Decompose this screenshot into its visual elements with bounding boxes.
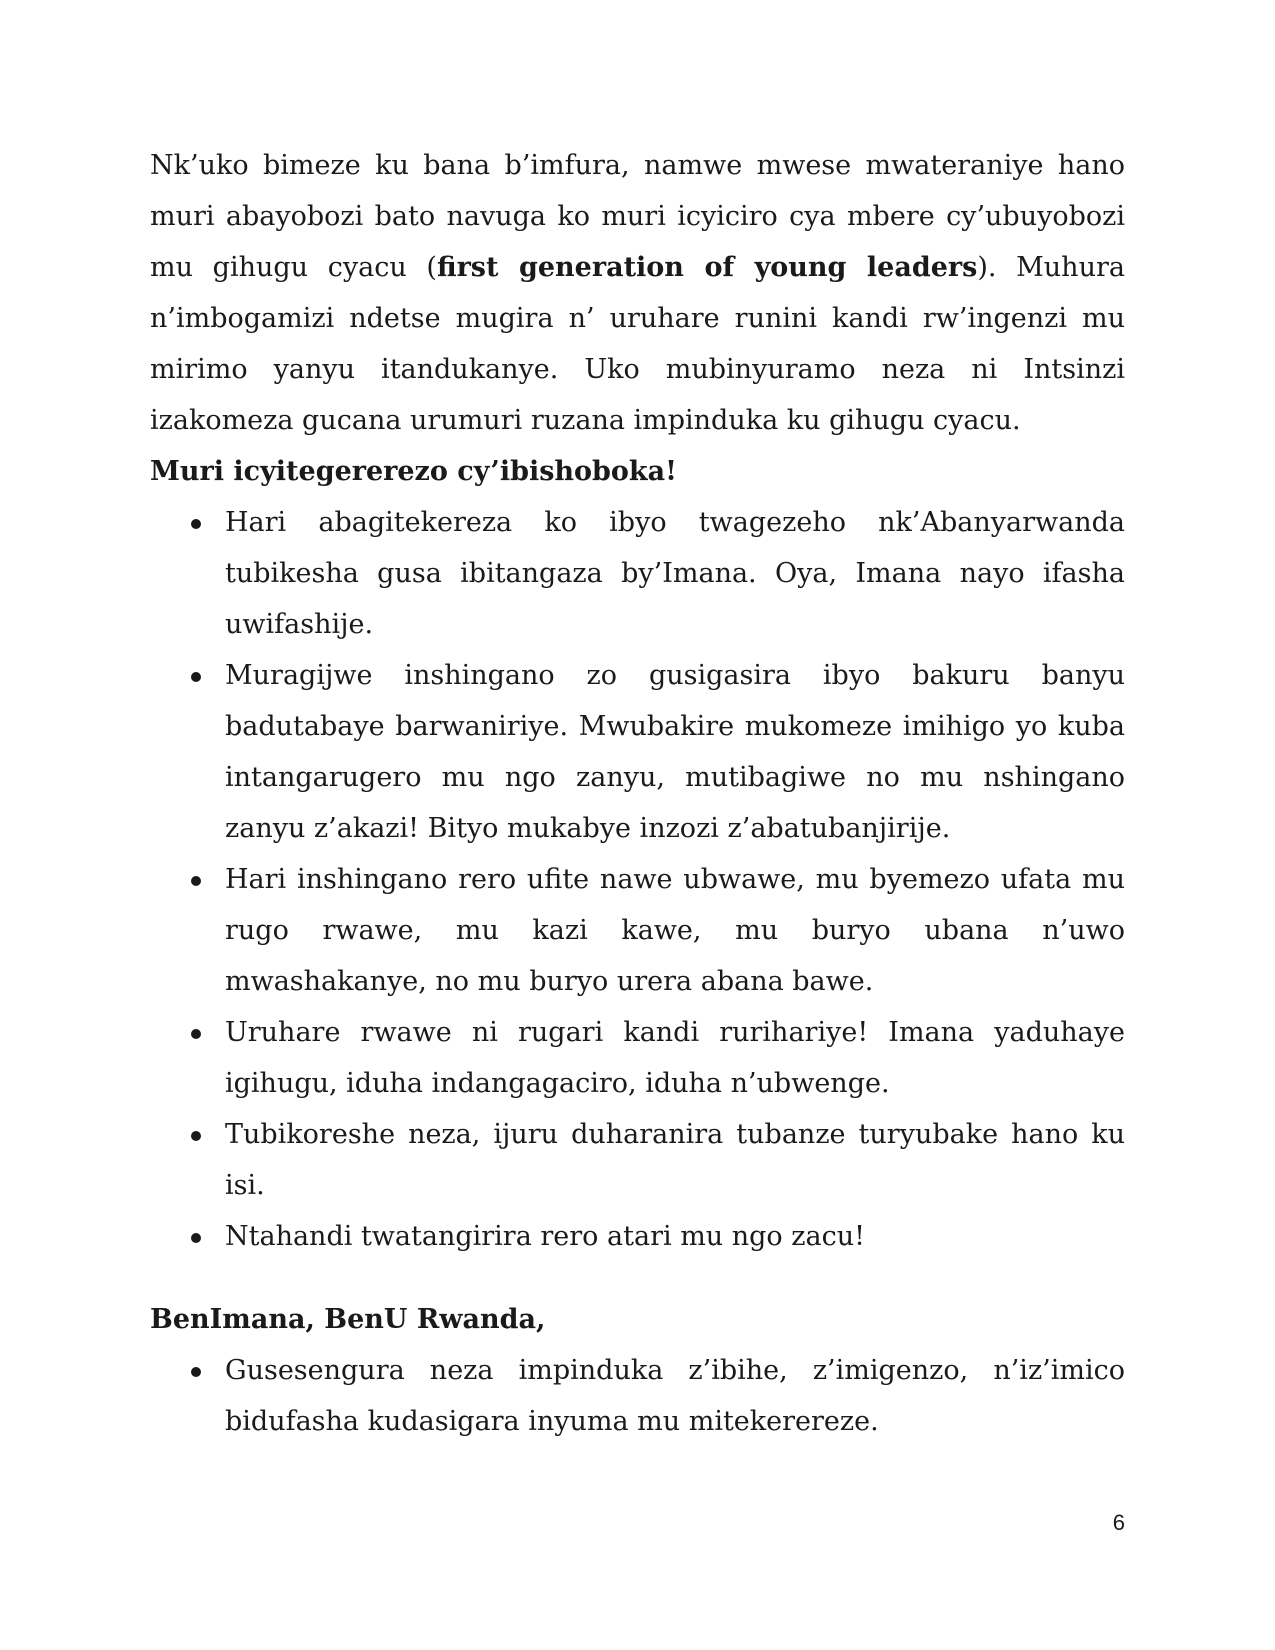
list-item-text: Tubikoreshe neza, ijuru duharanira tubanze turyubake hano ku isi. <box>225 1119 1125 1201</box>
list-item-text: Uruhare rwawe ni rugari kandi rurihariye! Imana yaduhaye igihugu, iduha indangagaciro, iduha n’ubwenge. <box>225 1017 1125 1099</box>
bullet-icon <box>191 1233 201 1243</box>
list-item-text: Ntahandi twatangirira rero atari mu ngo zacu! <box>225 1221 865 1252</box>
list-item <box>150 1007 1125 1109</box>
bullet-list-1 <box>150 497 1125 1262</box>
document-body <box>150 140 1125 1447</box>
list-item <box>150 1345 1125 1447</box>
list-item <box>150 1211 1125 1262</box>
page-number: 6 <box>1112 1510 1125 1535</box>
bullet-icon <box>191 876 201 886</box>
intro-bold-phrase: first generation of young leaders <box>436 252 978 283</box>
list-item <box>150 854 1125 1007</box>
intro-closing-bold: Muri icyitegererezo cy’ibishoboka! <box>150 456 677 487</box>
bullet-icon <box>191 1367 201 1377</box>
list-item-text: Hari inshingano rero ufite nawe ubwawe, mu byemezo ufata mu rugo rwawe, mu kazi kawe, mu buryo ubana n’uwo mwashakanye, no mu buryo urera abana bawe. <box>225 864 1125 997</box>
bullet-icon <box>191 1029 201 1039</box>
list-item-text: Hari abagitekereza ko ibyo twagezeho nk’Abanyarwanda tubikesha gusa ibitangaza by’Imana. Oya, Imana nayo ifasha uwifashije. <box>225 507 1125 640</box>
list-item <box>150 1109 1125 1211</box>
intro-text-1: Nk’uko bimeze ku bana b’imfura, namwe mwese mwateraniye hano muri abayobozi bato navuga ko muri icyiciro cya mbere cy’ubuyobozi mu gihugu cyacu ( <box>150 150 1125 283</box>
intro-paragraph <box>150 140 1125 497</box>
greeting-heading: BenImana, BenU Rwanda, <box>150 1304 546 1335</box>
bullet-list-2 <box>150 1345 1125 1447</box>
list-item-text: Gusesengura neza impinduka z’ibihe, z’imigenzo, n’iz’imico bidufasha kudasigara inyuma mu mitekerereze. <box>225 1355 1125 1437</box>
list-item-text: Muragijwe inshingano zo gusigasira ibyo bakuru banyu badutabaye barwaniriye. Mwubakire mukomeze imihigo yo kuba intangarugero mu ngo zanyu, mutibagiwe no mu nshingano zanyu z’akazi! Bityo mukabye inzozi z’abatubanjirije. <box>225 660 1125 844</box>
intro-text-2: ). Muhura n’imbogamizi ndetse mugira n’ uruhare runini kandi rw’ingenzi mu mirimo yanyu itandukanye. Uko mubinyuramo neza ni Intsinzi izakomeza gucana urumuri ruzana impinduka ku gihugu cyacu. <box>150 252 1125 436</box>
bullet-icon <box>191 1131 201 1141</box>
bullet-icon <box>191 519 201 529</box>
list-item <box>150 497 1125 650</box>
bullet-icon <box>191 672 201 682</box>
list-item <box>150 650 1125 854</box>
